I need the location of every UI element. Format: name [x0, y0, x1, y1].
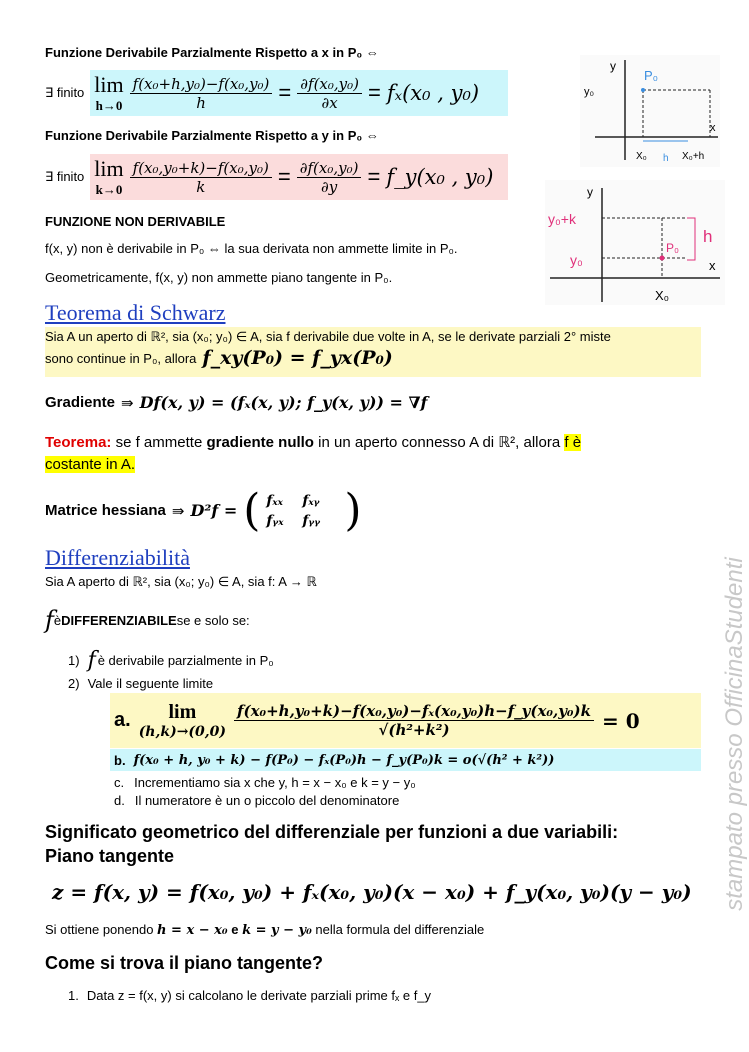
partial-y-diagram — [545, 180, 725, 305]
equals-zero: = 0 — [602, 708, 640, 733]
non-derivable-line2: Geometricamente, f(x, y) non ammette piano tangente in P₀. — [45, 270, 393, 285]
item-label: b. — [114, 752, 126, 768]
y-axis-label: y — [587, 185, 593, 199]
item-label: c. — [114, 775, 125, 790]
list-item: è derivabile parzialmente in P₀ — [97, 653, 274, 668]
non-derivable-line1: f(x, y) non è derivabile in P₀ ⇔ la sua derivata non ammette limite in P₀. — [45, 241, 458, 256]
theorem-highlight: f è — [564, 434, 582, 451]
equals: = — [277, 164, 291, 189]
partial-y-formula — [90, 154, 508, 200]
note-text: Si ottiene ponendo — [45, 922, 158, 937]
denominator: √(h²+k²) — [378, 721, 450, 739]
note-formula: h = x − x₀ — [157, 923, 228, 938]
theorem-bold: gradiente nullo — [206, 434, 314, 451]
equals: = — [278, 80, 292, 105]
arrow-icon: ⇛ — [121, 394, 134, 412]
x-axis-label: x — [710, 122, 716, 134]
x0-label: X₀ — [655, 288, 670, 303]
gradient-label: Gradiente — [45, 394, 116, 411]
f-symbol: f — [87, 648, 96, 673]
gradient-formula: Df(x, y) = (fₓ(x, y); f_y(x, y)) = ∇f — [139, 393, 428, 412]
y0-label: y₀ — [584, 86, 595, 98]
x0-label: X₀ — [636, 151, 647, 162]
lim-sub: h→0 — [95, 98, 123, 113]
y0-label: y₀ — [570, 252, 583, 268]
x0h-label: X₀+h — [682, 151, 705, 162]
partial-x-formula — [90, 70, 508, 116]
lim-sub: k→0 — [95, 182, 123, 197]
matrix-cell: fₓₓ — [266, 492, 283, 509]
result: f_y(x₀ , y₀) — [386, 165, 494, 189]
hessian-matrix — [266, 493, 338, 529]
def-text: è — [53, 612, 62, 628]
limit-a-box — [110, 693, 701, 748]
diff-intro: Sia A aperto di ℝ², sia (x₀; y₀) ∈ A, sia f: A → ℝ — [45, 574, 317, 589]
hessian-label: Matrice hessiana — [45, 502, 166, 519]
theorem-highlight: costante in A. — [45, 456, 136, 473]
exists-finite: ∃ finito — [45, 169, 85, 184]
note-formula: k = y − y₀ — [242, 923, 312, 938]
y-axis-label: y — [610, 59, 616, 73]
h-label: h — [703, 227, 713, 246]
p0-label: P₀ — [666, 241, 679, 255]
list-number: 2) — [68, 676, 80, 691]
list-number: 1. — [68, 988, 79, 1003]
exists-finite: ∃ finito — [45, 85, 85, 100]
item-d: Il numeratore è un o piccolo del denominatore — [134, 793, 400, 808]
hessian-lhs: D²f = — [190, 501, 238, 520]
theorem-text: se f ammette — [111, 434, 207, 451]
diff-heading: Differenziabilità — [45, 545, 190, 570]
numerator: f(x₀+h,y₀)−f(x₀,y₀) — [130, 75, 273, 94]
theorem-paragraph — [45, 432, 695, 476]
y0k-label: y₀+k — [548, 211, 576, 227]
geo-title-2: Piano tangente — [45, 846, 175, 866]
denominator: ∂x — [321, 93, 338, 112]
schwarz-box — [45, 327, 701, 377]
f-symbol: f — [45, 606, 54, 634]
theorem-text: in un aperto connesso A di ℝ², allora — [313, 434, 565, 451]
p0-label: P₀ — [644, 68, 659, 83]
schwarz-heading: Teorema di Schwarz — [45, 300, 226, 325]
equals: = — [367, 164, 381, 189]
schwarz-line2: sono continue in P₀, allora — [45, 350, 197, 366]
theorem-label: Teorema: — [45, 434, 112, 451]
partial-x-diagram — [580, 55, 720, 167]
denominator: ∂y — [320, 177, 338, 196]
item-label: a. — [114, 709, 131, 731]
list-item: Vale il seguente limite — [87, 676, 214, 691]
matrix-cell: fᵧᵧ — [302, 512, 321, 529]
lim: lim — [94, 156, 124, 181]
arrow-icon: ⇛ — [171, 502, 185, 520]
formula-b: f(x₀ + h, y₀ + k) − f(P₀) − fₓ(P₀)h − f_y(P₀)k = o(√(h² + k²)) — [133, 752, 555, 768]
item-c: Incrementiamo sia x che y, h = x − x₀ e k = y − y₀ — [134, 775, 416, 790]
non-derivable-title: FUNZIONE NON DERIVABILE — [45, 214, 226, 229]
partial-x-title: Funzione Derivabile Parzialmente Rispetto a x in P₀ ⇔ — [45, 45, 379, 60]
def-bold: DIFFERENZIABILE — [61, 612, 177, 628]
denominator: h — [196, 93, 206, 112]
numerator: ∂f(x₀,y₀) — [297, 75, 362, 94]
list-number: 1) — [68, 653, 80, 668]
h-label: h — [663, 153, 669, 164]
geo-note — [45, 922, 484, 938]
equals: = — [368, 80, 381, 105]
numerator: f(x₀,y₀+k)−f(x₀,y₀) — [130, 159, 272, 178]
paren: ) — [344, 485, 362, 536]
def-text: se e solo se: — [176, 612, 250, 628]
denominator: k — [196, 177, 206, 196]
watermark: stampato presso OfficinaStudenti — [721, 557, 748, 911]
piano-title: Come si trova il piano tangente? — [45, 953, 324, 973]
lim-sub: (h,k)→(0,0) — [138, 724, 227, 740]
matrix-cell: fₓᵧ — [302, 492, 320, 509]
numerator: f(x₀+h,y₀+k)−f(x₀,y₀)−fₓ(x₀,y₀)h−f_y(x₀,y₀)k — [234, 702, 594, 721]
matrix-cell: fᵧₓ — [266, 512, 284, 529]
result: fₓ(x₀ , y₀) — [386, 81, 480, 105]
list-item: Data z = f(x, y) si calcolano le derivate parziali prime fₓ e f_y — [86, 988, 432, 1003]
schwarz-line1: Sia A un aperto di ℝ², sia (x₀; y₀) ∈ A, sia f derivabile due volte in A, se le derivate parziali 2° miste — [45, 329, 611, 344]
geo-title-1: Significato geometrico del differenziale per funzioni a due variabili: — [45, 822, 619, 842]
numerator: ∂f(x₀,y₀) — [297, 159, 362, 178]
tangent-plane-formula: z = f(x, y) = f(x₀, y₀) + fₓ(x₀, y₀)(x − x₀) + f_y(x₀, y₀)(y − y₀) — [52, 880, 692, 904]
note-text: e — [227, 922, 243, 937]
lim: lim — [94, 72, 124, 97]
note-text: nella formula del differenziale — [311, 922, 485, 937]
item-label: d. — [114, 793, 125, 808]
schwarz-formula: f_xy(P₀) = f_yx(P₀) — [202, 347, 393, 369]
limit-b-box — [110, 749, 701, 771]
x-axis-label: x — [709, 258, 716, 273]
paren: ( — [243, 485, 261, 536]
partial-y-title: Funzione Derivabile Parzialmente Rispetto a y in P₀ ⇔ — [45, 128, 379, 143]
lim: lim — [168, 701, 197, 723]
